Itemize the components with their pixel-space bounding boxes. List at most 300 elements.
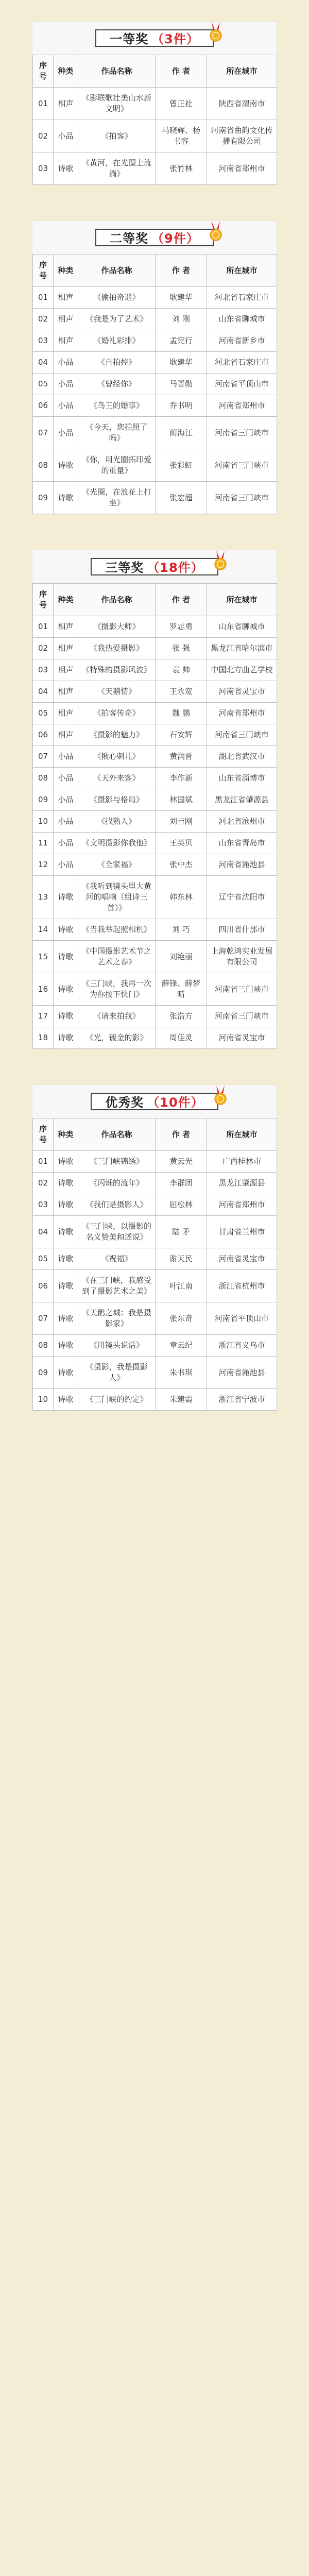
row-category: 相声: [54, 287, 78, 309]
section-header: [32, 550, 277, 583]
table-row: [33, 1357, 277, 1389]
table-row: [33, 374, 277, 395]
table-row: [33, 941, 277, 973]
row-author: 朱书琪: [156, 1357, 207, 1389]
row-city: 浙江省义乌市: [207, 1335, 277, 1357]
row-author: 张中杰: [156, 854, 207, 876]
row-category: 诗歌: [54, 876, 78, 919]
row-index: 01: [33, 287, 54, 309]
row-work: 《三门峡，我再一次为你按下快门》: [78, 973, 156, 1006]
row-index: 18: [33, 1027, 54, 1049]
row-category: 相声: [54, 703, 78, 724]
row-category: 相声: [54, 724, 78, 746]
row-index: 07: [33, 746, 54, 768]
row-category: 诗歌: [54, 973, 78, 1006]
medal-icon: [213, 1086, 228, 1106]
row-index: 05: [33, 374, 54, 395]
row-author: 耿建华: [156, 352, 207, 374]
row-city: 中国北方曲艺学校: [207, 659, 277, 681]
section-ribbon: [91, 558, 218, 575]
section-header: [32, 22, 277, 55]
row-category: 相声: [54, 330, 78, 352]
col-author: 作 者: [156, 255, 207, 287]
col-work: 作品名称: [78, 255, 156, 287]
row-work: 《闪烁的流年》: [78, 1173, 156, 1194]
row-author: 张宏超: [156, 482, 207, 514]
row-author: 黄云光: [156, 1151, 207, 1173]
row-city: 黑龙江肇源县: [207, 1173, 277, 1194]
table-row: [33, 88, 277, 120]
row-work: 《三门峡锦绣》: [78, 1151, 156, 1173]
row-index: 02: [33, 120, 54, 152]
row-city: 山东省聊城市: [207, 616, 277, 638]
row-category: 诗歌: [54, 941, 78, 973]
table-row: [33, 1027, 277, 1049]
medal-icon: [209, 222, 223, 242]
row-work: 《我们是摄影人》: [78, 1194, 156, 1216]
table-header-row: [33, 1118, 277, 1151]
row-author: 张 强: [156, 638, 207, 659]
row-index: 02: [33, 1173, 54, 1194]
row-author: 王永宽: [156, 681, 207, 703]
section-count: （9件）: [151, 231, 199, 246]
section-title-text: 三等奖: [105, 561, 144, 575]
table-body: [33, 88, 277, 185]
row-category: 小品: [54, 833, 78, 854]
row-work: 《摄影，我是摄影人》: [78, 1357, 156, 1389]
row-author: 耿建华: [156, 287, 207, 309]
row-work: 《曾经你》: [78, 374, 156, 395]
row-author: 黄润晋: [156, 746, 207, 768]
table-row: [33, 1389, 277, 1411]
row-author: 马晓辉、杨书容: [156, 120, 207, 152]
table-row: [33, 152, 277, 185]
row-work: 《天鹅之城：我是摄影家》: [78, 1302, 156, 1335]
row-author: 朱建霞: [156, 1389, 207, 1411]
section-ribbon: [95, 29, 214, 47]
col-work: 作品名称: [78, 584, 156, 616]
col-city: 所在城市: [207, 55, 277, 88]
table-row: [33, 1006, 277, 1027]
row-author: 刘 巧: [156, 919, 207, 941]
col-work: 作品名称: [78, 1118, 156, 1151]
row-category: 小品: [54, 120, 78, 152]
row-work: 《天外来客》: [78, 768, 156, 789]
row-index: 07: [33, 1302, 54, 1335]
section-title-text: 一等奖: [110, 32, 149, 46]
table-body: [33, 1151, 277, 1411]
section-header: [32, 1085, 277, 1118]
row-work: 《光圈，在浪花上打坐》: [78, 482, 156, 514]
row-index: 05: [33, 703, 54, 724]
section-title: [91, 558, 218, 575]
row-category: 小品: [54, 395, 78, 417]
col-author: 作 者: [156, 584, 207, 616]
row-index: 14: [33, 919, 54, 941]
row-city: 上海乾鸿实业发展有限公司: [207, 941, 277, 973]
row-author: 乔书明: [156, 395, 207, 417]
row-category: 诗歌: [54, 1335, 78, 1357]
table-header-row: [33, 55, 277, 88]
row-work: 《揪心刺儿》: [78, 746, 156, 768]
row-category: 小品: [54, 768, 78, 789]
awards-table: [32, 254, 277, 514]
row-index: 13: [33, 876, 54, 919]
row-city: 河南省三门峡市: [207, 724, 277, 746]
table-row: [33, 1302, 277, 1335]
row-work: 《你，用光圈拓印爱的重量》: [78, 449, 156, 482]
col-category: 种类: [54, 55, 78, 88]
row-author: 袁 帅: [156, 659, 207, 681]
table-row: [33, 449, 277, 482]
row-city: 河南省三门峡市: [207, 1006, 277, 1027]
row-author: 蔺海江: [156, 417, 207, 449]
table-row: [33, 659, 277, 681]
row-work: 《摄影的魅力》: [78, 724, 156, 746]
col-category: 种类: [54, 255, 78, 287]
row-city: 河南省三门峡市: [207, 482, 277, 514]
row-work: 《婚礼彩排》: [78, 330, 156, 352]
row-work: 《偷拍奇遇》: [78, 287, 156, 309]
medal-icon: [213, 551, 228, 571]
row-author: 章云纪: [156, 1335, 207, 1357]
section-title: [91, 1093, 218, 1110]
col-index: 序号: [33, 1118, 54, 1151]
row-index: 02: [33, 309, 54, 330]
row-author: 魏 鹏: [156, 703, 207, 724]
row-work: 《三门峡，以摄影的名义赞美和述说》: [78, 1216, 156, 1248]
table-row: [33, 919, 277, 941]
row-city: 河南省三门峡市: [207, 449, 277, 482]
row-index: 17: [33, 1006, 54, 1027]
table-row: [33, 1335, 277, 1357]
row-work: 《鸟王的婚事》: [78, 395, 156, 417]
row-category: 相声: [54, 681, 78, 703]
row-work: 《找熟人》: [78, 811, 156, 833]
row-category: 诗歌: [54, 1151, 78, 1173]
row-work: 《自拍控》: [78, 352, 156, 374]
row-author: 张竹林: [156, 152, 207, 185]
first-prize-section: [32, 22, 277, 185]
row-city: 广西桂林市: [207, 1151, 277, 1173]
second-prize-section: [32, 221, 277, 514]
row-work: 《光，镀金的影》: [78, 1027, 156, 1049]
row-work: 《拍客》: [78, 120, 156, 152]
table-header-row: [33, 255, 277, 287]
row-category: 诗歌: [54, 449, 78, 482]
row-index: 03: [33, 1194, 54, 1216]
awards-table: [32, 1118, 277, 1411]
table-row: [33, 395, 277, 417]
section-title: [95, 29, 214, 47]
col-index: 序号: [33, 584, 54, 616]
row-index: 10: [33, 1389, 54, 1411]
row-city: 河南省灵宝市: [207, 681, 277, 703]
row-city: 河南省渑池县: [207, 1357, 277, 1389]
row-index: 11: [33, 833, 54, 854]
row-work: 《今天，您拍照了吗》: [78, 417, 156, 449]
row-index: 08: [33, 768, 54, 789]
awards-table: [32, 583, 277, 1049]
table-body: [33, 287, 277, 514]
row-index: 05: [33, 1248, 54, 1270]
row-category: 诗歌: [54, 1173, 78, 1194]
table-row: [33, 1173, 277, 1194]
row-work: 《摄影大师》: [78, 616, 156, 638]
row-work: 《全家福》: [78, 854, 156, 876]
row-author: 王英贝: [156, 833, 207, 854]
row-city: 河南省郑州市: [207, 395, 277, 417]
table-row: [33, 854, 277, 876]
row-category: 诗歌: [54, 1302, 78, 1335]
row-author: 张彩虹: [156, 449, 207, 482]
row-city: 河南省郑州市: [207, 1194, 277, 1216]
table-row: [33, 120, 277, 152]
section-count: （3件）: [151, 32, 199, 46]
row-work: 《我是为了艺术》: [78, 309, 156, 330]
row-index: 09: [33, 1357, 54, 1389]
row-index: 06: [33, 395, 54, 417]
row-city: 浙江省宁波市: [207, 1389, 277, 1411]
row-category: 小品: [54, 417, 78, 449]
table-body: [33, 616, 277, 1049]
row-category: 诗歌: [54, 152, 78, 185]
table-row: [33, 789, 277, 811]
row-city: 河南省曲韵文化传播有限公司: [207, 120, 277, 152]
row-work: 《中国摄影艺术节之艺术之春》: [78, 941, 156, 973]
table-row: [33, 681, 277, 703]
row-index: 04: [33, 352, 54, 374]
row-author: 周佳灵: [156, 1027, 207, 1049]
table-row: [33, 616, 277, 638]
row-city: 河南省平顶山市: [207, 374, 277, 395]
row-index: 04: [33, 1216, 54, 1248]
row-work: 《摄影与格局》: [78, 789, 156, 811]
row-index: 16: [33, 973, 54, 1006]
row-author: 薛锋、薛梦晴: [156, 973, 207, 1006]
row-index: 03: [33, 659, 54, 681]
row-city: 山东省淄博市: [207, 768, 277, 789]
row-author: 石安辉: [156, 724, 207, 746]
table-row: [33, 1270, 277, 1302]
row-category: 小品: [54, 854, 78, 876]
section-ribbon: [91, 1093, 218, 1110]
col-author: 作 者: [156, 1118, 207, 1151]
row-city: 辽宁省沈阳市: [207, 876, 277, 919]
row-index: 09: [33, 789, 54, 811]
row-category: 相声: [54, 638, 78, 659]
table-row: [33, 330, 277, 352]
table-row: [33, 768, 277, 789]
row-city: 黑龙江省哈尔滨市: [207, 638, 277, 659]
row-city: 河南省新乡市: [207, 330, 277, 352]
row-city: 山东省聊城市: [207, 309, 277, 330]
row-city: 河北省石家庄市: [207, 287, 277, 309]
row-index: 06: [33, 724, 54, 746]
table-row: [33, 417, 277, 449]
row-category: 诗歌: [54, 1027, 78, 1049]
medal-icon: [209, 22, 223, 43]
row-category: 诗歌: [54, 1270, 78, 1302]
row-work: 《拍客传奇》: [78, 703, 156, 724]
row-category: 诗歌: [54, 1216, 78, 1248]
col-author: 作 者: [156, 55, 207, 88]
table-row: [33, 1194, 277, 1216]
excellence-prize-section: [32, 1085, 277, 1411]
third-prize-section: [32, 550, 277, 1049]
table-row: [33, 638, 277, 659]
row-index: 01: [33, 1151, 54, 1173]
row-work: 《用镜头说话》: [78, 1335, 156, 1357]
row-author: 李群团: [156, 1173, 207, 1194]
row-city: 陕西省渭南市: [207, 88, 277, 120]
col-category: 种类: [54, 1118, 78, 1151]
row-city: 四川省什邡市: [207, 919, 277, 941]
row-index: 10: [33, 811, 54, 833]
row-author: 刘艳丽: [156, 941, 207, 973]
row-author: 谢天民: [156, 1248, 207, 1270]
col-index: 序号: [33, 55, 54, 88]
row-city: 河南省三门峡市: [207, 973, 277, 1006]
row-author: 罗志勇: [156, 616, 207, 638]
table-row: [33, 973, 277, 1006]
row-category: 小品: [54, 352, 78, 374]
section-title: [95, 229, 214, 246]
row-index: 08: [33, 1335, 54, 1357]
row-author: 韩东林: [156, 876, 207, 919]
row-category: 相声: [54, 309, 78, 330]
row-author: 张浩方: [156, 1006, 207, 1027]
row-index: 08: [33, 449, 54, 482]
col-city: 所在城市: [207, 255, 277, 287]
row-city: 河北省石家庄市: [207, 352, 277, 374]
row-category: 诗歌: [54, 1389, 78, 1411]
row-category: 小品: [54, 746, 78, 768]
row-index: 12: [33, 854, 54, 876]
row-city: 河北省沧州市: [207, 811, 277, 833]
table-row: [33, 309, 277, 330]
row-index: 15: [33, 941, 54, 973]
row-author: 刘 刚: [156, 309, 207, 330]
row-work: 《黄河，在光圈上流淌》: [78, 152, 156, 185]
row-city: 河南省渑池县: [207, 854, 277, 876]
row-index: 06: [33, 1270, 54, 1302]
table-row: [33, 811, 277, 833]
row-author: 屈松林: [156, 1194, 207, 1216]
table-row: [33, 1248, 277, 1270]
row-author: 陆 矛: [156, 1216, 207, 1248]
row-city: 黑龙江省肇源县: [207, 789, 277, 811]
row-index: 01: [33, 616, 54, 638]
row-author: 林国斌: [156, 789, 207, 811]
row-work: 《我听到镜头里大黄河的唱响（组诗三首）》: [78, 876, 156, 919]
row-category: 相声: [54, 616, 78, 638]
table-row: [33, 1216, 277, 1248]
row-city: 河南省三门峡市: [207, 417, 277, 449]
table-row: [33, 352, 277, 374]
row-author: 李作新: [156, 768, 207, 789]
row-index: 04: [33, 681, 54, 703]
row-city: 山东省青岛市: [207, 833, 277, 854]
table-header-row: [33, 584, 277, 616]
row-category: 诗歌: [54, 919, 78, 941]
row-author: 孟宪行: [156, 330, 207, 352]
row-city: 浙江省杭州市: [207, 1270, 277, 1302]
row-category: 相声: [54, 88, 78, 120]
table-row: [33, 482, 277, 514]
row-city: 河南省郑州市: [207, 703, 277, 724]
col-work: 作品名称: [78, 55, 156, 88]
row-index: 01: [33, 88, 54, 120]
row-category: 诗歌: [54, 482, 78, 514]
table-row: [33, 833, 277, 854]
table-row: [33, 703, 277, 724]
row-category: 小品: [54, 789, 78, 811]
section-title-text: 二等奖: [110, 231, 149, 246]
section-title-text: 优秀奖: [105, 1095, 144, 1110]
row-work: 《我热爱摄影》: [78, 638, 156, 659]
row-work: 《请来拍我》: [78, 1006, 156, 1027]
table-row: [33, 876, 277, 919]
row-category: 诗歌: [54, 1006, 78, 1027]
row-city: 河南省郑州市: [207, 152, 277, 185]
row-work: 《祝福》: [78, 1248, 156, 1270]
col-city: 所在城市: [207, 584, 277, 616]
row-author: 张东奇: [156, 1302, 207, 1335]
awards-table: [32, 55, 277, 185]
row-index: 09: [33, 482, 54, 514]
col-index: 序号: [33, 255, 54, 287]
row-category: 小品: [54, 811, 78, 833]
row-category: 小品: [54, 374, 78, 395]
row-category: 诗歌: [54, 1194, 78, 1216]
row-author: 马晋勋: [156, 374, 207, 395]
row-work: 《文明摄影你我他》: [78, 833, 156, 854]
table-row: [33, 287, 277, 309]
section-count: （18件）: [147, 561, 204, 575]
row-index: 03: [33, 330, 54, 352]
row-index: 02: [33, 638, 54, 659]
row-index: 07: [33, 417, 54, 449]
page-container: [32, 0, 277, 1411]
col-category: 种类: [54, 584, 78, 616]
section-count: （10件）: [147, 1095, 204, 1110]
row-work: 《天鹅情》: [78, 681, 156, 703]
row-city: 河南省灵宝市: [207, 1248, 277, 1270]
col-city: 所在城市: [207, 1118, 277, 1151]
row-author: 叶江南: [156, 1270, 207, 1302]
row-work: 《当我举起照相机》: [78, 919, 156, 941]
row-work: 《特殊的摄影风波》: [78, 659, 156, 681]
row-category: 诗歌: [54, 1357, 78, 1389]
section-header: [32, 221, 277, 254]
table-row: [33, 746, 277, 768]
row-work: 《影联歌壮美山水新文明》: [78, 88, 156, 120]
row-work: 《在三门峡，我感受到了摄影艺术之美》: [78, 1270, 156, 1302]
row-author: 刘吉刚: [156, 811, 207, 833]
row-city: 湖北省武汉市: [207, 746, 277, 768]
table-row: [33, 724, 277, 746]
row-city: 河南省灵宝市: [207, 1027, 277, 1049]
row-index: 03: [33, 152, 54, 185]
row-city: 河南省平顶山市: [207, 1302, 277, 1335]
row-category: 相声: [54, 659, 78, 681]
row-city: 甘肃省兰州市: [207, 1216, 277, 1248]
section-ribbon: [95, 229, 214, 246]
row-category: 诗歌: [54, 1248, 78, 1270]
table-row: [33, 1151, 277, 1173]
row-author: 曾正社: [156, 88, 207, 120]
